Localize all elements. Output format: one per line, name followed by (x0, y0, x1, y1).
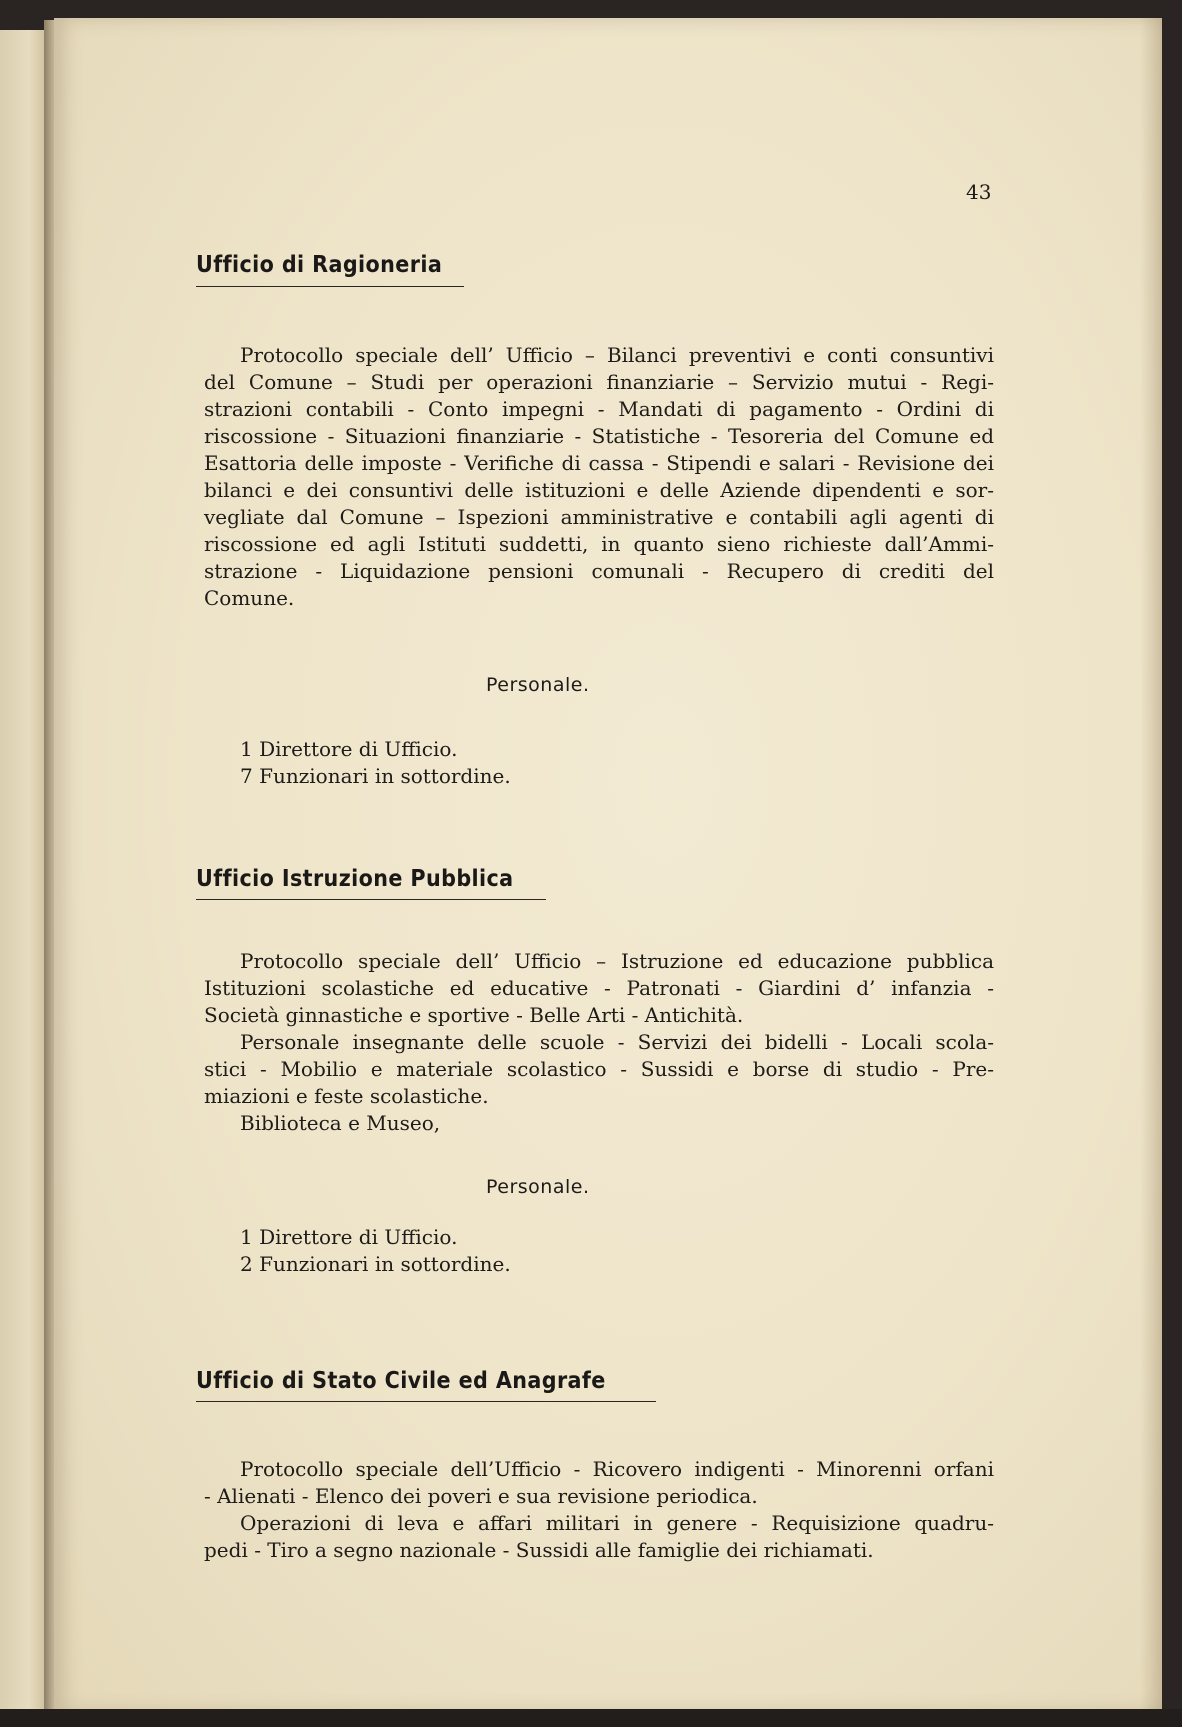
section-heading-ragioneria: Ufficio di Ragioneria (196, 252, 443, 278)
text-line: Protocollo speciale dell’ Ufficio – Bilanci preventivi e conti consuntivi (240, 343, 994, 367)
text-line: miazioni e feste scolastiche. (204, 1084, 489, 1108)
text-line: Protocollo speciale dell’ Ufficio – Istruzione ed educazione pubblica (240, 949, 994, 973)
text-line: Protocollo speciale dell’Ufficio - Ricovero indigenti - Minorenni orfani (240, 1457, 994, 1481)
text-line: strazione - Liquidazione pensioni comunali - Recupero di crediti del (204, 559, 994, 583)
staff-list (240, 1224, 511, 1278)
text-line: Comune. (204, 586, 295, 610)
text-line: Istituzioni scolastiche ed educative - Patronati - Giardini d’ infanzia - (204, 976, 994, 1000)
heading-underline (196, 286, 464, 287)
text-line: riscossione - Situazioni finanziarie - Statistiche - Tesoreria del Comune ed (204, 424, 994, 448)
book-page (54, 18, 1162, 1712)
text-line: Società ginnastiche e sportive - Belle Arti - Antichità. (204, 1003, 744, 1027)
staff-list (240, 736, 511, 790)
text-line: Biblioteca e Museo, (240, 1111, 441, 1135)
text-line: pedi - Tiro a segno nazionale - Sussidi alle famiglie dei richiamati. (204, 1538, 874, 1562)
text-line: bilanci e dei consuntivi delle istituzioni e delle Aziende dipendenti e sor- (204, 478, 994, 502)
staff-heading: Personale. (486, 674, 590, 696)
staff-heading: Personale. (486, 1176, 590, 1198)
text-line: riscossione ed agli Istituti suddetti, in quanto sieno richieste dall’Ammi- (204, 532, 994, 556)
section-heading-stato-civile: Ufficio di Stato Civile ed Anagrafe (196, 1368, 606, 1394)
scan-background-bottom (0, 1709, 1182, 1727)
staff-item: 1 Direttore di Ufficio. (240, 1225, 458, 1249)
heading-underline (196, 899, 546, 900)
text-line: Esattoria delle imposte - Verifiche di cassa - Stipendi e salari - Revisione dei (204, 451, 994, 475)
left-page-edge (0, 30, 48, 1727)
text-line: vegliate dal Comune – Ispezioni amministrative e contabili agli agenti di (204, 505, 994, 529)
text-line: del Comune – Studi per operazioni finanziarie – Servizio mutui - Regi- (204, 370, 994, 394)
staff-item: 1 Direttore di Ufficio. (240, 737, 458, 761)
page-edge-shadow (1140, 18, 1162, 1712)
heading-underline (196, 1401, 656, 1402)
text-line: strazioni contabili - Conto impegni - Mandati di pagamento - Ordini di (204, 397, 994, 421)
text-line: - Alienati - Elenco dei poveri e sua revisione periodica. (204, 1484, 758, 1508)
section-heading-istruzione: Ufficio Istruzione Pubblica (196, 866, 514, 892)
staff-item: 7 Funzionari in sottordine. (240, 764, 511, 788)
paragraph-istruzione (204, 948, 994, 1137)
text-line: stici - Mobilio e materiale scolastico - Sussidi e borse di studio - Pre- (204, 1057, 994, 1081)
paragraph-stato-civile (204, 1456, 994, 1564)
text-line: Personale insegnante delle scuole - Servizi dei bidelli - Locali scola- (240, 1030, 994, 1054)
page-number: 43 (966, 180, 992, 204)
staff-item: 2 Funzionari in sottordine. (240, 1252, 511, 1276)
paragraph-ragioneria (204, 342, 994, 612)
text-line: Operazioni di leva e affari militari in genere - Requisizione quadru- (240, 1511, 994, 1535)
